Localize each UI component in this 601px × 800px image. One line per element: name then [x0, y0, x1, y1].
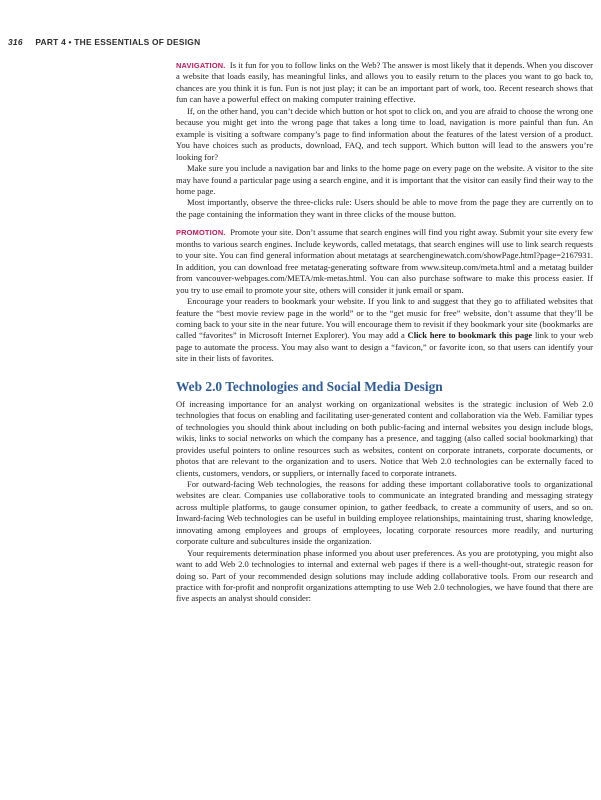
promotion-paragraph-2: [176, 296, 593, 365]
navigation-paragraph-2: If, on the other hand, you can’t decide which button or hot spot to click on, and you are afraid to choose the wrong one because you might get into the wrong page that takes a long time to load, navigation is more painful than fun. An example is visiting a software company’s page to find information about the features of the latest version of a product. You have choices such as products, download, FAQ, and tech support. Which button will lead to the answers you’re looking for?: [176, 105, 593, 162]
navigation-paragraph-3: Make sure you include a navigation bar and links to the home page on every page on the website. A visitor to the site may have found a particular page using a search engine, and it is important that the visitor can easily find their way to the home page.: [176, 163, 593, 196]
navigation-lead: NAVIGATION.: [176, 61, 226, 70]
body-text: [176, 60, 593, 605]
promotion-paragraph-1: [176, 227, 593, 296]
web20-paragraph-2: For outward-facing Web technologies, the reasons for adding these important collaborative tools to organizational websites are clear. Companies use collaborative tools to communicate an integrated branding and messaging strategy across multiple platforms, to gauge consumer opinion, to gather feedback, to create a community of users, and so on. Inward-facing Web technologies can be useful in building employee relationships, maintaining trust, sharing knowledge, innovating among employees and groups of employees, locating corporate resources more readily, and nurturing corporate culture and subcultures inside the organization.: [176, 478, 593, 547]
running-head: [8, 37, 200, 47]
promotion-text-1: Promote your site. Don’t assume that search engines will find you right away. Submit your site every few months to various search engines. Include keywords, called metatags, that search engines will use to link search requests to your site. You can find general information about metatags at searchenginewatch.com/showPage.html?page=2167931. In addition, you can download free metatag-generating software from www.siteup.com/meta.html and a metatag builder from vancouver-webpages.com/META/mk-metas.html. You can also purchase software to make this process easier. If you try to use email to promote your site, others will consider it junk email or spam.: [176, 227, 594, 295]
web20-paragraph-3: Your requirements determination phase informed you about user preferences. As you are prototyping, you might also want to add Web 2.0 technologies to internal and external web pages if there is a well-thought-out, strategic reason for doing so. Part of your recommended design solutions may include adding collaborative tools. From our research and practice with for-profit and nonprofit organizations attempting to use Web 2.0 technologies, we have found that there are five aspects an analyst should consider:: [176, 547, 593, 604]
promotion-text-2a: Encourage your readers to bookmark your website. If you link to and suggest that they go to affiliated websites that feature the “best movie review page in the world” or to the “get music for free” website, don’t assume that they’ll be coming back to your site in the near future. You will encourage them to revisit if they bookmark your site (bookmarks are called “favorites” in Microsoft Internet Explorer). You may add a: [176, 296, 593, 341]
promotion-text-2b: link to your web page to automate the process. You may also want to design a “favicon,” or favorite icon, so that users can identify your site in their lists of favorites.: [176, 330, 594, 364]
navigation-paragraph-1: [176, 60, 593, 106]
navigation-paragraph-4: Most importantly, observe the three-clicks rule: Users should be able to move from the page they are currently on to the page containing the information they want in three clicks of the mouse button.: [176, 197, 593, 219]
promotion-lead: PROMOTION.: [176, 228, 226, 238]
navigation-text-1: Is it fun for you to follow links on the Web? The answer is most likely that it depends. When you discover a website that loads easily, has meaningful links, and allows you to easily return to the places you want to go back to, chances are you think it is fun. Fun is not just play; it can be an important part of work, too. Recent research shows that fun can have a powerful effect on making computer training effective.: [176, 60, 594, 105]
web20-paragraph-1: Of increasing importance for an analyst working on organizational websites is the strategic inclusion of Web 2.0 technologies that focus on enabling and facilitating user-generated content and collaboration via the Web. Familiar types of technologies you should think about including on both public-facing and internal websites you design include blogs, wikis, links to social networks on which the company has a presence, and tagging (also called social bookmarking) that provides useful pointers to online resources such as websites, content on corporate intranets, corporate documents, or photos that are relevant to the organization and to users. Notice that Web 2.0 technologies can be externally faced to clients, customers, vendors, or suppliers, or internally faced to corporate intranets.: [176, 398, 593, 478]
part-title: PART 4 • THE ESSENTIALS OF DESIGN: [35, 37, 201, 47]
page-number: 316: [8, 37, 23, 47]
section-heading-web20: Web 2.0 Technologies and Social Media Design: [176, 378, 443, 394]
bookmark-phrase: Click here to bookmark this page: [407, 330, 533, 341]
section-gap: [176, 220, 593, 227]
